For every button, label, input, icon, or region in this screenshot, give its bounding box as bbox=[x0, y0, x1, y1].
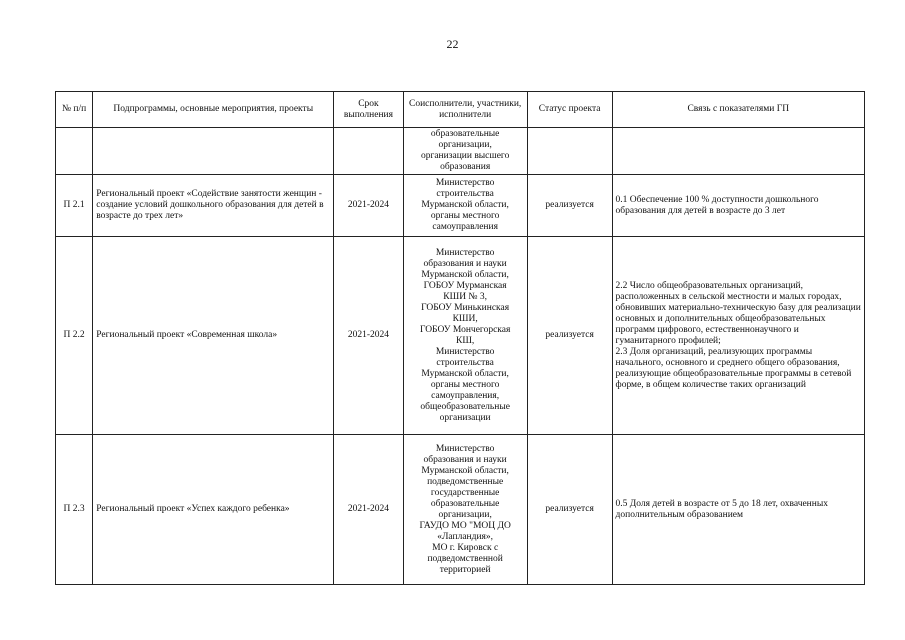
cell-num: П 2.3 bbox=[56, 435, 93, 585]
cell-term: 2021-2024 bbox=[334, 175, 403, 237]
cell-executors: образовательные организации, организации высшего образования bbox=[403, 128, 527, 175]
table-row bbox=[56, 435, 865, 585]
cell-status: реализуется bbox=[527, 237, 612, 435]
table-row bbox=[56, 237, 865, 435]
header-executors: Соисполнители, участники, исполнители bbox=[403, 92, 527, 128]
cell-status: реализуется bbox=[527, 175, 612, 237]
table-row bbox=[56, 175, 865, 237]
cell-term bbox=[334, 128, 403, 175]
page-number: 22 bbox=[446, 37, 459, 51]
cell-num: П 2.2 bbox=[56, 237, 93, 435]
cell-name bbox=[93, 128, 334, 175]
cell-name: Региональный проект «Современная школа» bbox=[93, 237, 334, 435]
cell-num: П 2.1 bbox=[56, 175, 93, 237]
cell-link: 2.2 Число общеобразовательных организаций, расположенных в сельской местности и малых городах, обновивших материально-техническую базу для реализации основных и дополнительных общеобразовательных программ цифрового, естественнонаучного и гуманитарного профилей; 2.3 Доля организаций, реализующих программы начального, основного и среднего общего образования, реализующие общеобразовательные программы в сетевой форме, в общем количестве таких организаций bbox=[612, 237, 864, 435]
cell-executors: Министерство строительства Мурманской области, органы местного самоуправления bbox=[403, 175, 527, 237]
cell-name: Региональный проект «Содействие занятости женщин - создание условий дошкольного образования для детей в возрасте до трех лет» bbox=[93, 175, 334, 237]
header-link: Связь с показателями ГП bbox=[612, 92, 864, 128]
table-header-row bbox=[56, 92, 865, 128]
cell-link: 0.5 Доля детей в возрасте от 5 до 18 лет, охваченных дополнительным образованием bbox=[612, 435, 864, 585]
cell-link: 0.1 Обеспечение 100 % доступности дошкольного образования для детей в возрасте до 3 лет bbox=[612, 175, 864, 237]
cell-name: Региональный проект «Успех каждого ребенка» bbox=[93, 435, 334, 585]
header-term: Срок выполнения bbox=[334, 92, 403, 128]
cell-executors: Министерство образования и науки Мурманской области, подведомственные государственные образовательные организации, ГАУДО МО "МОЦ ДО «Лапландия», МО г. Кировск с подведомственной территорией bbox=[403, 435, 527, 585]
cell-status bbox=[527, 128, 612, 175]
header-num: № п/п bbox=[56, 92, 93, 128]
cell-link bbox=[612, 128, 864, 175]
cell-term: 2021-2024 bbox=[334, 435, 403, 585]
header-name: Подпрограммы, основные мероприятия, проекты bbox=[93, 92, 334, 128]
cell-status: реализуется bbox=[527, 435, 612, 585]
cell-term: 2021-2024 bbox=[334, 237, 403, 435]
program-table bbox=[55, 91, 865, 585]
cell-executors: Министерство образования и науки Мурманской области, ГОБОУ Мурманская КШИ № 3, ГОБОУ Минькинская КШИ, ГОБОУ Мончегорская КШ, Министерство строительства Мурманской области, органы местного самоуправления, общеобразовательные организации bbox=[403, 237, 527, 435]
cell-num bbox=[56, 128, 93, 175]
header-status: Статус проекта bbox=[527, 92, 612, 128]
table-row bbox=[56, 128, 865, 175]
